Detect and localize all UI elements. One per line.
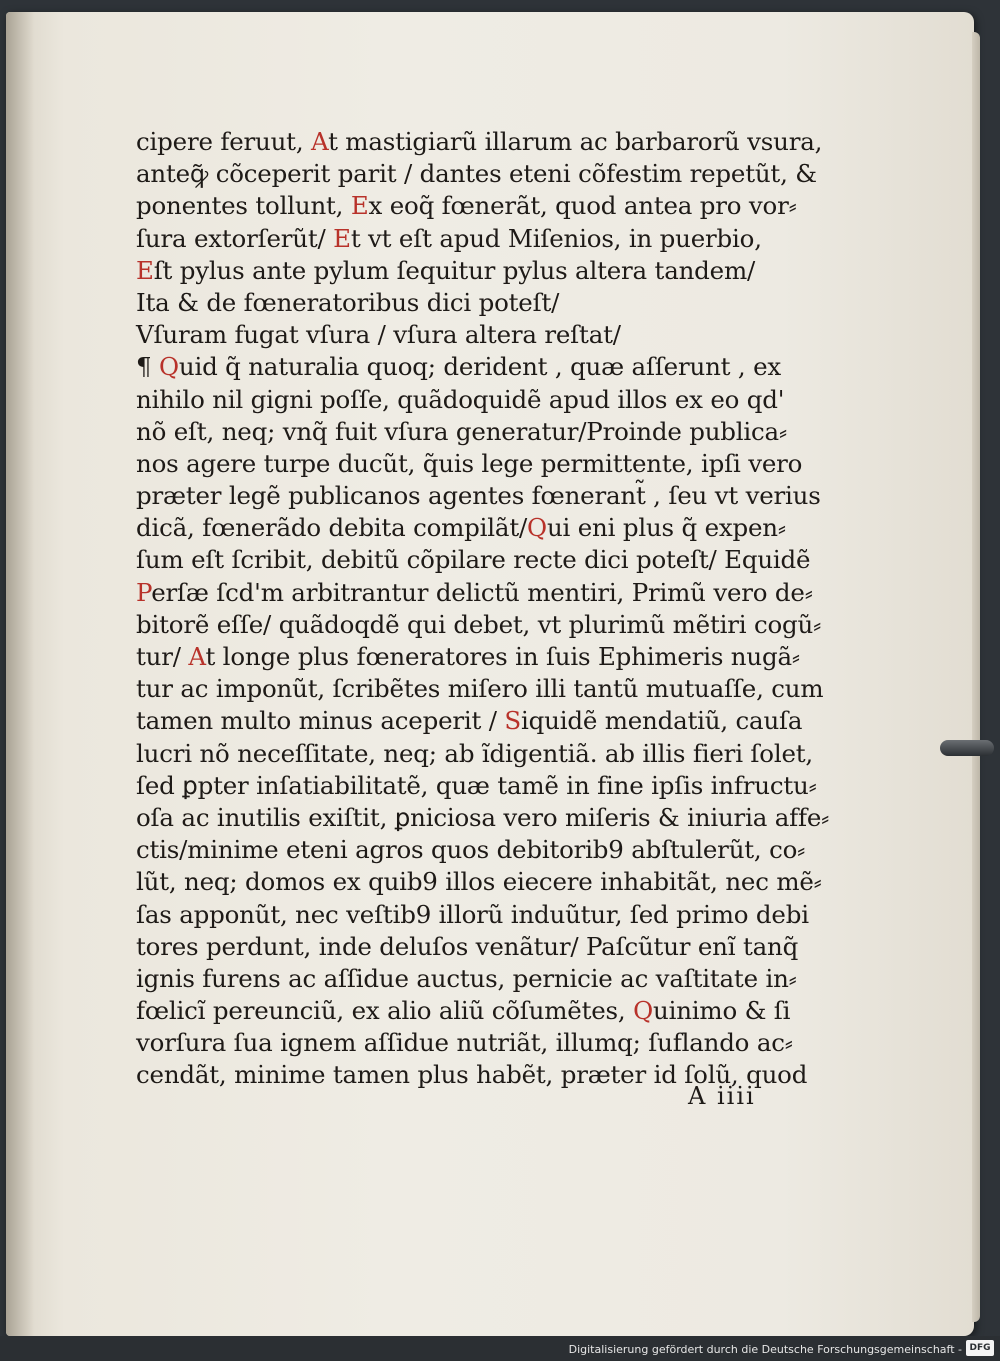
signature-mark: A iiii — [688, 1082, 756, 1110]
text-line-segment: cipere feruut, — [136, 127, 311, 156]
rubricated-initial: E — [333, 223, 351, 253]
rubricated-initial: Q — [527, 513, 547, 543]
text-line — [136, 480, 821, 512]
rubricated-initial: Q — [158, 352, 179, 382]
text-line — [136, 287, 816, 319]
text-line — [136, 190, 816, 222]
text-line-segment: Vſuram fugat vſura / vſura altera reſtat/ — [136, 320, 621, 350]
page-edge — [972, 32, 980, 1322]
text-line-segment: nihilo nil gigni poſſe, quãdoquidẽ apud illos ex eo qd' — [136, 384, 785, 414]
text-line-segment: t longe plus fœneratores in ſuis Ephimeris nugã⸗ — [205, 642, 800, 671]
text-line-segment: x eoq̃ fœnerãt, quod antea pro vor⸗ — [368, 191, 797, 221]
text-line — [136, 126, 823, 158]
text-line-segment: t vt eſt apud Miſenios, in puerbio, — [350, 223, 762, 253]
rubricated-initial: E — [136, 255, 154, 285]
text-line — [136, 255, 816, 287]
rubricated-initial: Q — [633, 996, 653, 1026]
text-line — [136, 577, 816, 609]
text-line-segment: lũt, neq; domos ex quib9 illos eiecere inhabitãt, nec mẽ⸗ — [136, 867, 822, 897]
text-line — [136, 384, 816, 416]
text-line-segment: ſt pylus ante pylum ſequitur pylus altera tandem/ — [153, 255, 756, 285]
text-line — [136, 738, 816, 770]
text-line-segment: ſed ꝑpter inſatiabilitatẽ, quæ tamẽ in fine ipſis infructu⸗ — [136, 770, 817, 800]
text-line-segment: lucri nõ neceſſitate, neq; ab ĩdigentiã. ab illis fieri ſolet, — [136, 738, 813, 768]
text-line-segment: bitorẽ eſſe/ quãdoqdẽ qui debet, vt plurimũ mẽtiri cogũ⸗ — [136, 609, 822, 639]
text-line-segment: nos agere turpe ducũt, q̃uis lege permittente, ipſi vero — [136, 448, 803, 478]
text-line — [136, 448, 816, 480]
scanner-clip — [940, 740, 994, 756]
text-line-segment: vorſura ſua ignem aſſidue nutriãt, illumq; ſuflando ac⸗ — [136, 1028, 793, 1058]
page-spine-shadow — [6, 12, 34, 1336]
rubricated-initial: A — [311, 127, 329, 156]
text-line-segment: nõ eſt, neq; vnq̃ fuit vſura generatur/Proinde publica⸗ — [136, 416, 787, 446]
text-line — [136, 1027, 816, 1059]
text-line-segment: oſa ac inutilis exiſtit, ꝑniciosa vero miſeris & iniuria affe⸗ — [136, 802, 830, 832]
text-line-segment: ſura extorſerũt/ — [136, 223, 334, 253]
text-line — [136, 158, 816, 190]
rubricated-initial: E — [350, 191, 369, 221]
text-line-segment: ſas apponũt, nec veſtib9 illorũ induũtur, ſed primo debi — [136, 899, 809, 929]
printed-text-block — [136, 126, 830, 1092]
text-line-segment: tamen multo minus aceperit / — [136, 706, 505, 736]
footer-credit: Digitalisierung gefördert durch die Deutsche Forschungsgemeinschaft - — [568, 1343, 962, 1356]
text-line-segment: uinimo & ſi — [652, 996, 791, 1026]
text-line-segment: tores perdunt, inde deluſos venãtur/ Paſcũtur enĩ tanq̃ — [136, 931, 799, 961]
text-line — [136, 866, 822, 898]
text-line-segment: ignis furens ac aſſidue auctus, pernicie ac vaſtitate in⸗ — [136, 963, 797, 993]
text-line-segment: Ita & de fœneratoribus dici poteſt/ — [136, 287, 560, 317]
rubricated-initial: P — [136, 577, 152, 607]
text-line — [136, 963, 816, 995]
text-line-segment: anteꝙ̃ cõceperit parit / dantes eteni cõfestim repetũt, & — [136, 159, 817, 189]
text-line — [136, 995, 816, 1027]
text-line — [136, 705, 816, 737]
text-line-segment: uid q̃ naturalia quoq; derident , quæ aſſerunt , ex — [178, 352, 781, 382]
text-line-segment: t mastigiarũ illarum ac barbarorũ vsura, — [328, 127, 823, 156]
text-line — [136, 544, 816, 576]
text-line — [136, 899, 816, 931]
dfg-logo: DFG — [966, 1340, 994, 1356]
text-line-segment: præter legẽ publicanos agentes fœnerant̃ , ſeu vt verius — [136, 481, 821, 511]
text-line — [136, 416, 816, 448]
text-line — [136, 834, 816, 866]
text-line-segment: tur ac imponũt, ſcribẽtes miſero illi tantũ mutuaſſe, cum — [136, 674, 824, 704]
text-line-segment: ſum eſt ſcribit, debitũ cõpilare recte dici poteſt/ Equidẽ — [136, 545, 811, 575]
text-line — [136, 609, 822, 641]
rubricated-initial: A — [188, 642, 206, 671]
rubricated-initial: S — [504, 706, 521, 736]
text-line — [136, 931, 816, 963]
text-line-segment: fœlicĩ pereunciũ, ex alio aliũ cõſumẽtes, — [136, 996, 634, 1026]
text-line — [136, 673, 824, 705]
text-line — [136, 641, 816, 673]
text-line — [136, 319, 816, 351]
text-line-segment: ctis/minime eteni agros quos debitorib9 abſtulerũt, co⸗ — [136, 835, 806, 865]
text-line — [136, 223, 816, 255]
text-line-segment: ui eni plus q̃ expen⸗ — [546, 513, 786, 543]
text-line-segment: erſæ ſcd'm arbitrantur delictũ mentiri, Primũ vero de⸗ — [151, 577, 813, 607]
text-line — [136, 512, 816, 544]
text-line-segment: dicã, fœnerãdo debita compilãt/ — [136, 513, 528, 543]
text-line-segment: ponentes tollunt, — [136, 191, 351, 221]
text-line-segment: iquidẽ mendatiũ, cauſa — [521, 706, 803, 736]
text-line-segment: cendãt, minime tamen plus habẽt, præter id ſolũ, quod — [136, 1060, 808, 1090]
text-line — [136, 802, 830, 834]
text-line-segment: tur/ — [136, 642, 189, 671]
text-line-segment: ¶ — [136, 352, 159, 382]
text-line — [136, 770, 816, 802]
text-line — [136, 351, 816, 383]
